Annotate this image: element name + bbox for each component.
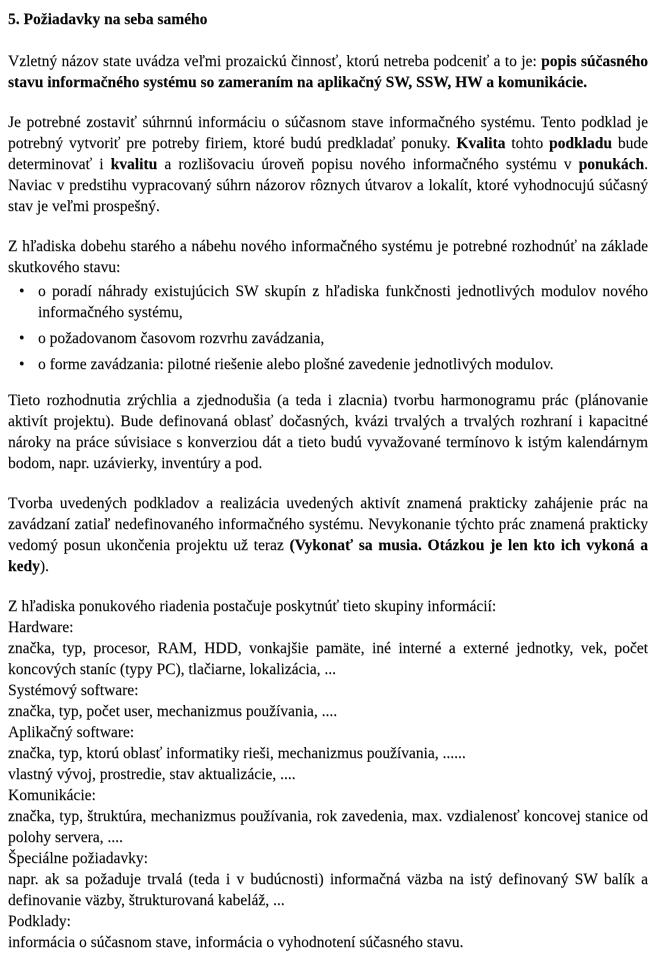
- info-groups-section: [8, 596, 648, 953]
- paragraph-execution: [8, 493, 648, 577]
- text-run: ).: [39, 558, 49, 575]
- info-group-detail: značka, typ, procesor, RAM, HDD, vonkajšie pamäte, iné interné a externé jednotky, vek, počet koncových staníc (typy PC), tlačiarne, lokalizácia, ...: [8, 640, 648, 678]
- text-run-bold: podkladu: [549, 135, 612, 152]
- text-run-bold: kvalitu: [110, 156, 158, 173]
- text-run: Je potrebné zostaviť súhrnnú informáciu o súčasnom stave informačného systému. Tento podklad je potrebný vytvoriť pre potreby firiem, ktoré budú predkladať ponuky.: [8, 114, 648, 152]
- list-item: • o poradí náhrady existujúcich SW skupín z hľadiska funkčnosti jednotlivých modulov nového informačného systému,: [8, 281, 648, 323]
- paragraph-schedule: Tieto rozhodnutia zrýchlia a zjednodušia (a teda i zlacnia) tvorbu harmonogramu prác (plánovanie aktivít projektu). Bude definovaná oblasť dočasných, kvázi trvalých a trvalých rozhraní i kapacitné nároky na práce súvisiace s konverziou dát a tieto budú vyvažované termínovo k istým kalendárnym bodom, napr. uzávierky, inventúry a pod.: [8, 392, 648, 472]
- info-group-detail: informácia o súčasnom stave, informácia o vyhodnotení súčasného stavu.: [8, 934, 464, 951]
- info-group-label-special-requirements: Špeciálne požiadavky:: [8, 850, 148, 867]
- text-run-bold: Kvalita: [456, 135, 506, 152]
- list-item: • o požadovanom časovom rozvrhu zavádzania,: [8, 328, 648, 349]
- info-group-label-podklady: Podklady:: [8, 913, 71, 930]
- paragraph-decision-intro: Z hľadiska dobehu starého a nábehu nového informačného systému je potrebné rozhodnúť na základe skutkového stavu:: [8, 238, 648, 276]
- section-heading: 5. Požiadavky na seba samého: [8, 11, 208, 28]
- info-group-detail: značka, typ, počet user, mechanizmus používania, ....: [8, 703, 338, 720]
- info-group-detail: vlastný vývoj, prostredie, stav aktualizácie, ....: [8, 766, 296, 783]
- info-group-detail: napr. ak sa požaduje trvalá (teda i v budúcnosti) informačná väzba na istý definovaný SW balík a definovanie väzby, štrukturovaná kabeláž, ...: [8, 871, 648, 909]
- info-group-label-system-software: Systémový software:: [8, 682, 139, 699]
- text-run: Tvorba uvedených podkladov a realizácia uvedených aktivít znamená prakticky zahájenie prác na zavádzaní zatiaľ nedefinovaného informačného systému. Nevykonanie týchto prác znamená prakticky vedomý posun ukončenia projektu už teraz: [8, 495, 648, 554]
- info-group-detail: značka, typ, štruktúra, mechanizmus používania, rok zavedenia, max. vzdialenosť koncovej stanice od polohy servera, ....: [8, 808, 648, 846]
- text-run-bold: popis súčasného stavu informačného systému so zameraním na aplikačný SW, SSW, HW a komunikácie.: [8, 53, 649, 91]
- decision-bullet-list: [8, 281, 648, 375]
- paragraph-intro: [8, 51, 648, 93]
- text-run-bold: ponukách: [578, 156, 645, 173]
- text-run: bude determinovať i: [8, 135, 648, 173]
- info-group-label-application-software: Aplikačný software:: [8, 724, 135, 741]
- paragraph-quality: [8, 112, 648, 217]
- info-group-label-hardware: Hardware:: [8, 619, 74, 636]
- text-run: tohto: [505, 135, 550, 152]
- info-group-label-communications: Komunikácie:: [8, 787, 96, 804]
- text-run: a rozlišovaciu úroveň popisu nového informačného systému v: [157, 156, 579, 173]
- text-run: . Naviac v predstihu vypracovaný súhrn názorov rôznych útvarov a lokalít, ktoré vyhodnocujú súčasný stav je veľmi prospešný.: [8, 156, 648, 215]
- info-group-detail: značka, typ, ktorú oblasť informatiky rieši, mechanizmus používania, ......: [8, 745, 466, 762]
- list-item: • o forme zavádzania: pilotné riešenie alebo plošné zavedenie jednotlivých modulov.: [8, 354, 648, 375]
- text-run-bold: (Vykonať sa musia. Otázkou je len kto ich vykoná a kedy: [8, 537, 648, 575]
- text-run: Vzletný názov state uvádza veľmi prozaickú činnosť, ktorú netreba podceniť a to je:: [8, 53, 542, 70]
- info-groups-intro: Z hľadiska ponukového riadenia postačuje poskytnúť tieto skupiny informácií:: [8, 598, 497, 615]
- document-body: [8, 9, 648, 953]
